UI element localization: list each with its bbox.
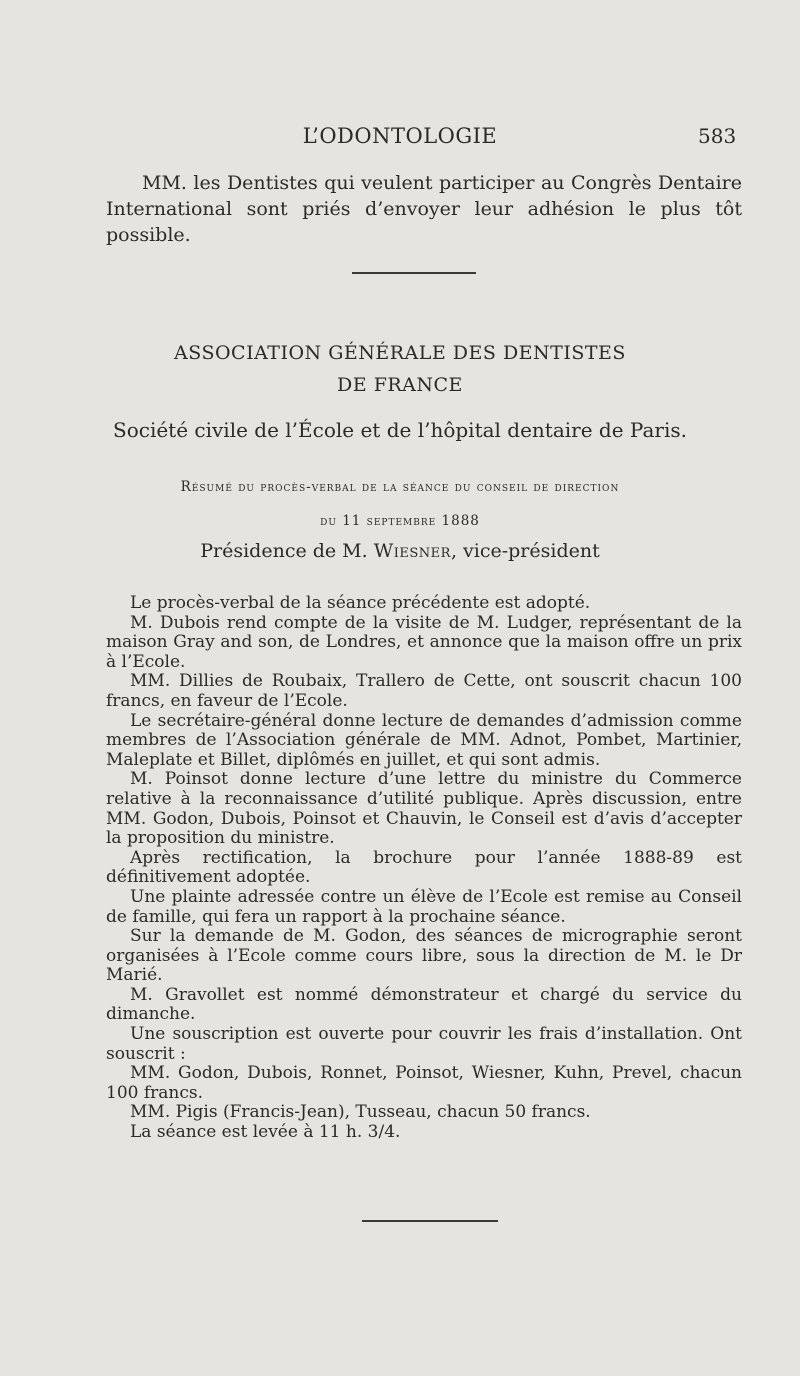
minutes-paragraph: M. Dubois rend compte de la visite de M. Ludger, représentant de la maison Gray and son, de Londres, et annonce que la maison offre un prix à l’Ecole.: [106, 612, 742, 672]
minutes-paragraph: MM. Pigis (Francis-Jean), Tusseau, chacun 50 francs.: [130, 1102, 591, 1123]
page-number: 583: [698, 124, 737, 148]
minutes-paragraph: La séance est levée à 11 h. 3/4.: [130, 1122, 401, 1143]
presidence-suffix: , vice-président: [450, 540, 600, 562]
minutes-paragraph: Une plainte adressée contre un élève de l’Ecole est remise au Conseil de famille, qui fera un rapport à la prochaine séance.: [106, 886, 742, 927]
association-heading-line2: DE FRANCE: [337, 374, 463, 396]
presidence-prefix: Présidence de M.: [200, 540, 368, 562]
association-heading: [0, 337, 800, 401]
presidence-line: [0, 540, 800, 562]
minutes-paragraph: M. Poinsot donne lecture d’une lettre du ministre du Commerce relative à la reconnaissance d’utilité publique. Après discussion, entre MM. Godon, Dubois, Poinsot et Chauvin, le Conseil est d’avis d’accepter la proposition du ministre.: [106, 769, 742, 849]
minutes-paragraph: Une souscription est ouverte pour couvrir les frais d’installation. Ont souscrit :: [106, 1024, 742, 1064]
minutes-paragraph: MM. Dillies de Roubaix, Trallero de Cette, ont souscrit chacun 100 francs, en faveur de l’Ecole.: [106, 671, 742, 711]
president-name: Wiesner: [373, 540, 451, 562]
minutes-paragraph: MM. Godon, Dubois, Ronnet, Poinsot, Wiesner, Kuhn, Prevel, chacun 100 francs.: [106, 1063, 742, 1103]
minutes-paragraph: Le secrétaire-général donne lecture de demandes d’admission comme membres de l’Association générale de MM. Adnot, Pombet, Martinier, Maleplate et Billet, diplômés en juillet, et qui sont admis.: [106, 710, 742, 770]
minutes-paragraph: Sur la demande de M. Godon, des séances de micrographie seront organisées à l’Ecole comme cours libre, sous la direction de M. le Dr Marié.: [106, 926, 742, 986]
minutes-paragraph: Après rectification, la brochure pour l’année 1888-89 est définitivement adoptée.: [106, 847, 742, 888]
section-divider-top: [352, 272, 476, 274]
resume-heading: [0, 470, 800, 538]
association-heading-line1: ASSOCIATION GÉNÉRALE DES DENTISTES: [174, 342, 626, 364]
resume-heading-line1: Résumé du procès-verbal de la séance du conseil de direction: [180, 479, 620, 495]
running-header-title: L’ODONTOLOGIE: [302, 124, 498, 148]
meeting-minutes: [106, 594, 742, 1143]
section-divider-bottom: [362, 1220, 498, 1222]
congress-notice: MM. les Dentistes qui veulent participer au Congrès Dentaire International sont priés d’envoyer leur adhésion le plus tôt possible.: [106, 172, 742, 246]
minutes-paragraph: M. Gravollet est nommé démonstrateur et chargé du service du dimanche.: [106, 984, 742, 1025]
minutes-paragraph: Le procès-verbal de la séance précédente est adopté.: [130, 593, 591, 613]
societe-subtitle: Société civile de l’École et de l’hôpital dentaire de Paris.: [113, 418, 687, 442]
resume-heading-line2: du 11 septembre 1888: [320, 513, 480, 529]
